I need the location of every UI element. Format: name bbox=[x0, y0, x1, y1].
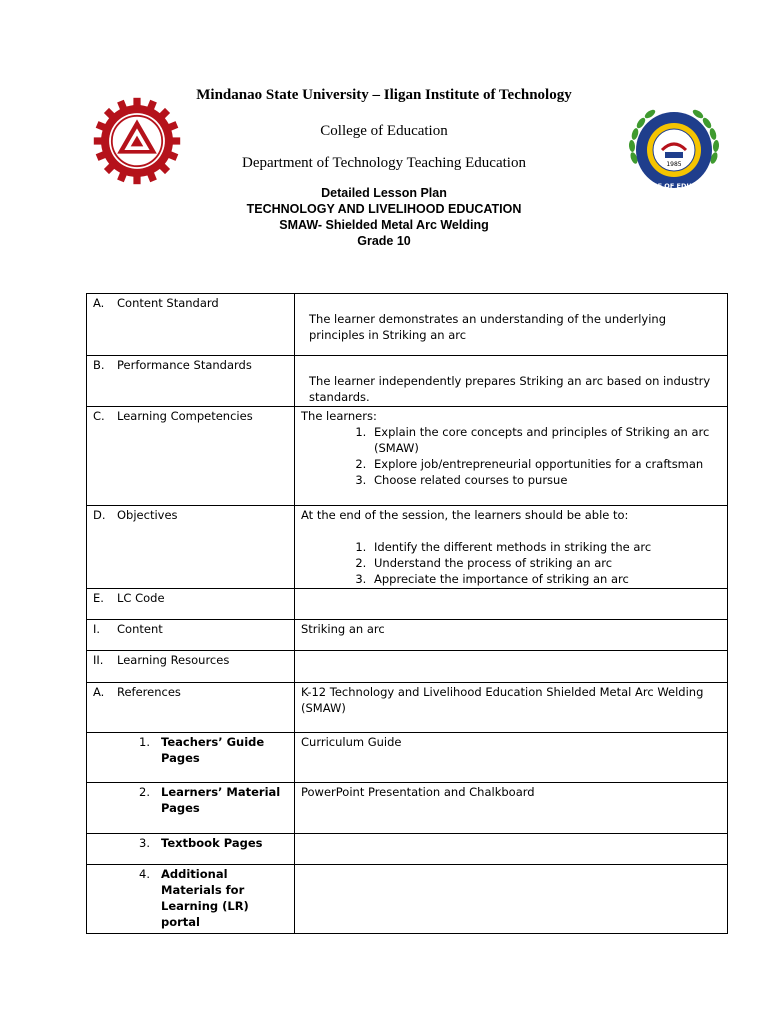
teachers-guide-value: Curriculum Guide bbox=[295, 733, 728, 783]
row-label: 4. Additional Materials for Learning (LR) portal bbox=[87, 865, 295, 934]
row-value bbox=[295, 506, 728, 589]
objectives-intro: At the end of the session, the learners should be able to: bbox=[301, 508, 629, 522]
plan-subject: TECHNOLOGY AND LIVELIHOOD EDUCATION bbox=[246, 202, 522, 216]
row-label: II. Learning Resources bbox=[87, 651, 295, 683]
learners-material-label: Learners’ Material Pages bbox=[161, 785, 281, 815]
lc-code-value bbox=[295, 589, 728, 620]
references-label: References bbox=[117, 685, 181, 699]
table-row bbox=[87, 294, 728, 356]
performance-standards-label: Performance Standards bbox=[117, 358, 252, 372]
svg-text:1985: 1985 bbox=[666, 161, 682, 168]
row-label: 3. Textbook Pages bbox=[87, 834, 295, 865]
row-label: C. Learning Competencies bbox=[87, 407, 295, 506]
learning-competencies-label: Learning Competencies bbox=[117, 409, 253, 423]
row-label: I. Content bbox=[87, 620, 295, 651]
content-label: Content bbox=[117, 622, 163, 636]
plan-title: Detailed Lesson Plan bbox=[321, 186, 447, 200]
learners-material-value: PowerPoint Presentation and Chalkboard bbox=[295, 783, 728, 834]
list-item: 2. Explore job/entrepreneurial opportunities for a craftsman bbox=[370, 456, 721, 472]
row-label: B. Performance Standards bbox=[87, 356, 295, 407]
content-standard-value: The learner demonstrates an understanding of the underlying principles in Striking an arc bbox=[309, 312, 667, 342]
learning-resources-value bbox=[295, 651, 728, 683]
row-label: A. References bbox=[87, 683, 295, 733]
row-label: D. Objectives bbox=[87, 506, 295, 589]
objectives-label: Objectives bbox=[117, 508, 178, 522]
table-row bbox=[87, 620, 728, 651]
textbook-label: Textbook Pages bbox=[161, 836, 263, 850]
table-row bbox=[87, 683, 728, 733]
lesson-plan-table bbox=[86, 293, 728, 934]
table-row bbox=[87, 783, 728, 834]
list-item: 3. Choose related courses to pursue bbox=[370, 472, 721, 488]
college-name: College of Education bbox=[320, 123, 448, 139]
list-item: 1. Identify the different methods in striking the arc bbox=[370, 539, 721, 555]
table-row bbox=[87, 589, 728, 620]
objectives-list bbox=[301, 539, 721, 587]
svg-text:COLLEGE OF EDUCATION: COLLEGE OF EDUCATION bbox=[629, 182, 719, 190]
row-value bbox=[295, 407, 728, 506]
textbook-value bbox=[295, 834, 728, 865]
plan-topic: SMAW- Shielded Metal Arc Welding bbox=[279, 218, 489, 232]
department-name: Department of Technology Teaching Education bbox=[242, 155, 526, 171]
content-standard-label: Content Standard bbox=[117, 296, 219, 310]
teachers-guide-label: Teachers’ Guide Pages bbox=[161, 735, 265, 765]
msu-iit-seal-icon bbox=[92, 96, 182, 186]
table-row bbox=[87, 733, 728, 783]
table-row bbox=[87, 356, 728, 407]
list-item: 2. Understand the process of striking an arc bbox=[370, 555, 721, 571]
additional-materials-value bbox=[295, 865, 728, 934]
additional-materials-label: Additional Materials for Learning (LR) portal bbox=[161, 867, 249, 929]
table-row bbox=[87, 506, 728, 589]
row-value bbox=[295, 356, 728, 407]
performance-standards-value: The learner independently prepares Striking an arc based on industry standards. bbox=[309, 374, 711, 404]
table-row bbox=[87, 407, 728, 506]
list-item: 1. Explain the core concepts and principles of Striking an arc (SMAW) bbox=[370, 424, 721, 456]
learning-competencies-intro: The learners: bbox=[301, 409, 377, 423]
plan-grade: Grade 10 bbox=[357, 234, 411, 248]
learning-resources-label: Learning Resources bbox=[117, 653, 230, 667]
row-label: 2. Learners’ Material Pages bbox=[87, 783, 295, 834]
table-row bbox=[87, 651, 728, 683]
references-value: K-12 Technology and Livelihood Education Shielded Metal Arc Welding (SMAW) bbox=[295, 683, 728, 733]
lc-code-label: LC Code bbox=[117, 591, 165, 605]
row-label: A. Content Standard bbox=[87, 294, 295, 356]
row-label: 1. Teachers’ Guide Pages bbox=[87, 733, 295, 783]
row-label: E. LC Code bbox=[87, 589, 295, 620]
competencies-list bbox=[301, 424, 721, 488]
table-row bbox=[87, 834, 728, 865]
content-value: Striking an arc bbox=[295, 620, 728, 651]
university-name: Mindanao State University – Iligan Institute of Technology bbox=[196, 87, 572, 103]
list-item: 3. Appreciate the importance of striking an arc bbox=[370, 571, 721, 587]
row-value bbox=[295, 294, 728, 356]
table-row bbox=[87, 865, 728, 934]
